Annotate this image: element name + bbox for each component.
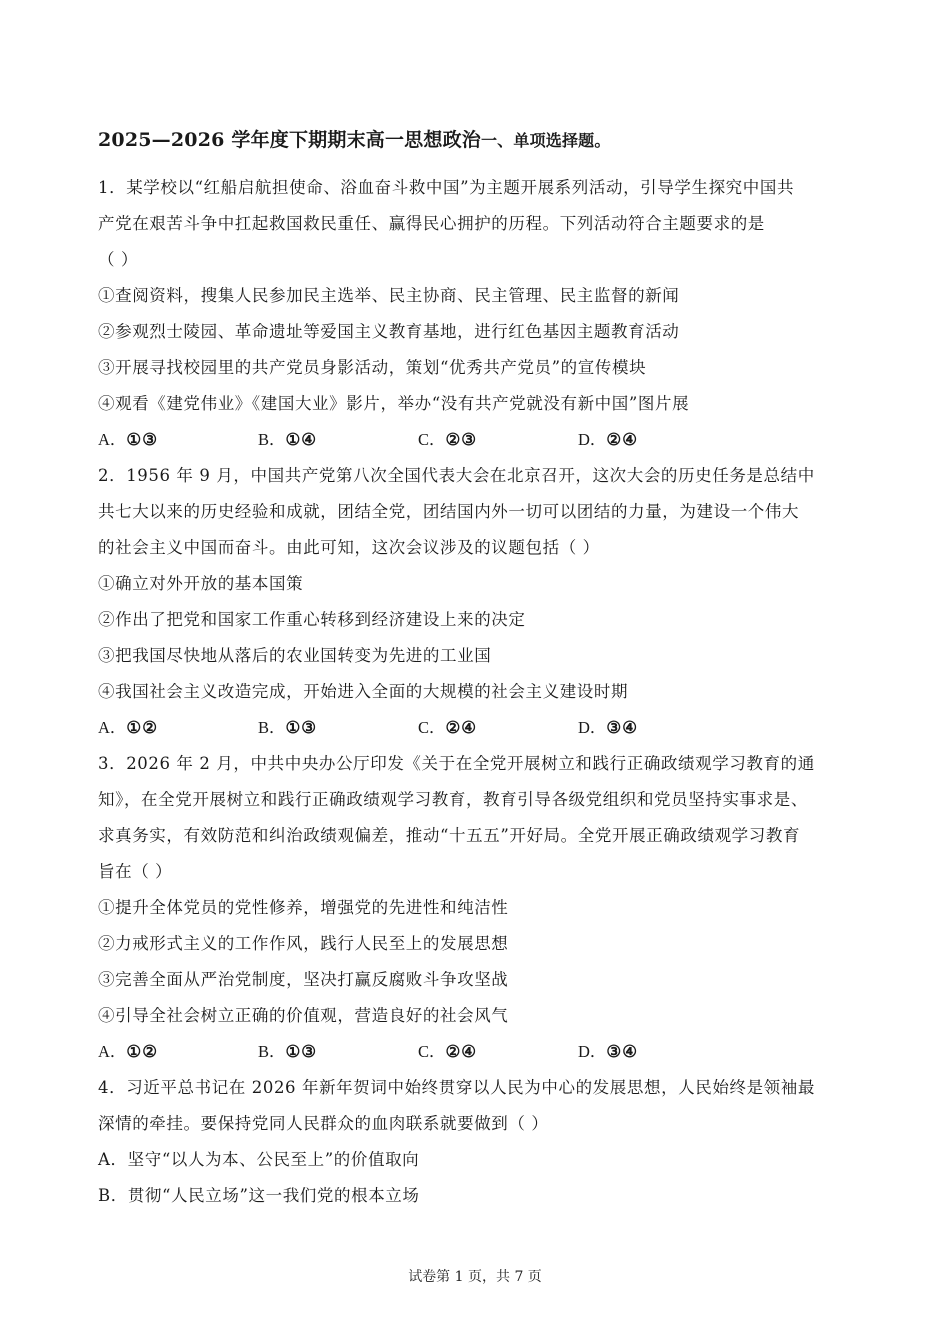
question-stem-line: 共七大以来的历史经验和成就，团结全党，团结国内外一切可以团结的力量，为建设一个伟大 — [98, 502, 800, 521]
option-letter: B． — [258, 718, 286, 737]
question-stem-line: 知》，在全党开展树立和践行正确政绩观学习教育，教育引导各级党组织和党员坚持实事求是、 — [98, 790, 808, 809]
option-letter: A． — [98, 1042, 127, 1061]
question-stem-line: 1．某学校以“红船启航担使命、浴血奋斗救中国”为主题开展系列活动，引导学生探究中国共 — [98, 178, 795, 197]
question-item: ②参观烈士陵园、革命遗址等爱国主义教育基地，进行红色基因主题教育活动 — [98, 322, 680, 341]
option-value: ①④ — [285, 430, 318, 449]
option-value: ②③ — [445, 430, 478, 449]
question-item: A．坚守“以人为本、公民至上”的价值取向 — [98, 1150, 420, 1169]
page-title — [98, 125, 611, 152]
answer-option — [578, 422, 738, 458]
option-letter: D． — [578, 1042, 607, 1061]
option-letter: D． — [578, 718, 607, 737]
question-item: ②力戒形式主义的工作作风，践行人民至上的发展思想 — [98, 934, 509, 953]
option-letter: B． — [258, 1042, 286, 1061]
question-list — [98, 170, 858, 1214]
question-item: ③完善全面从严治党制度，坚决打赢反腐败斗争攻坚战 — [98, 970, 509, 989]
page-footer: 试卷第 1 页，共 7 页 — [408, 1269, 542, 1285]
answer-option — [578, 710, 738, 746]
question-item: ④引导全社会树立正确的价值观，营造良好的社会风气 — [98, 1006, 509, 1025]
question-item: ④观看《建党伟业》《建国大业》影片，举办“没有共产党就没有新中国”图片展 — [98, 394, 690, 413]
question-2 — [98, 458, 858, 746]
question-stem-line: 的社会主义中国而奋斗。由此可知，这次会议涉及的议题包括（ ） — [98, 538, 600, 557]
answer-option — [258, 422, 418, 458]
question-stem-line: 3．2026 年 2 月，中共中央办公厅印发《关于在全党开展树立和践行正确政绩观学习教育的通 — [98, 754, 815, 773]
option-value: ①③ — [285, 718, 318, 737]
option-value: ②④ — [445, 1042, 478, 1061]
answer-option — [418, 1034, 578, 1070]
question-stem-line: 2．1956 年 9 月，中国共产党第八次全国代表大会在北京召开，这次大会的历史任务是总结中 — [98, 466, 815, 485]
question-4 — [98, 1070, 858, 1214]
question-stem-line: 旨在（ ） — [98, 862, 173, 881]
option-value: ①③ — [285, 1042, 318, 1061]
answer-option — [418, 710, 578, 746]
option-value: ①② — [126, 1042, 159, 1061]
option-value: ②④ — [606, 430, 639, 449]
answer-option — [98, 710, 258, 746]
question-item: B．贯彻“人民立场”这一我们党的根本立场 — [98, 1186, 420, 1205]
option-value: ①③ — [126, 430, 159, 449]
option-letter: A． — [98, 718, 127, 737]
question-1 — [98, 170, 858, 458]
answer-options — [98, 422, 858, 458]
option-value: ①② — [126, 718, 159, 737]
question-item: ④我国社会主义改造完成，开始进入全面的大规模的社会主义建设时期 — [98, 682, 629, 701]
question-item: ①查阅资料，搜集人民参加民主选举、民主协商、民主管理、民主监督的新闻 — [98, 286, 680, 305]
question-item: ③把我国尽快地从落后的农业国转变为先进的工业国 — [98, 646, 492, 665]
option-value: ③④ — [606, 718, 639, 737]
question-stem-line: （ ） — [98, 250, 139, 269]
section-heading: 一、单项选择题。 — [480, 131, 611, 150]
question-item: ①提升全体党员的党性修养，增强党的先进性和纯洁性 — [98, 898, 509, 917]
question-item: ②作出了把党和国家工作重心转移到经济建设上来的决定 — [98, 610, 526, 629]
question-item: ③开展寻找校园里的共产党员身影活动，策划“优秀共产党员”的宣传模块 — [98, 358, 647, 377]
answer-option — [578, 1034, 738, 1070]
question-stem-line: 求真务实，有效防范和纠治政绩观偏差，推动“十五五”开好局。全党开展正确政绩观学习教育 — [98, 826, 801, 845]
question-item: ①确立对外开放的基本国策 — [98, 574, 304, 593]
answer-options — [98, 710, 858, 746]
option-value: ②④ — [445, 718, 478, 737]
answer-options — [98, 1034, 858, 1070]
answer-option — [258, 710, 418, 746]
answer-option — [98, 1034, 258, 1070]
option-value: ③④ — [606, 1042, 639, 1061]
answer-option — [98, 422, 258, 458]
answer-option — [258, 1034, 418, 1070]
question-stem-line: 产党在艰苦斗争中扛起救国救民重任、赢得民心拥护的历程。下列活动符合主题要求的是 — [98, 214, 765, 233]
option-letter: A． — [98, 430, 127, 449]
question-stem-line: 深情的牵挂。要保持党同人民群众的血肉联系就要做到（ ） — [98, 1114, 549, 1133]
question-3 — [98, 746, 858, 1070]
option-letter: D． — [578, 430, 607, 449]
option-letter: C． — [418, 430, 446, 449]
answer-option — [418, 422, 578, 458]
question-stem-line: 4．习近平总书记在 2026 年新年贺词中始终贯穿以人民为中心的发展思想，人民始终是领袖最 — [98, 1078, 815, 1097]
option-letter: C． — [418, 718, 446, 737]
exam-title: 2025—2026 学年度下期期末高一思想政治 — [98, 129, 481, 151]
option-letter: C． — [418, 1042, 446, 1061]
option-letter: B． — [258, 430, 286, 449]
